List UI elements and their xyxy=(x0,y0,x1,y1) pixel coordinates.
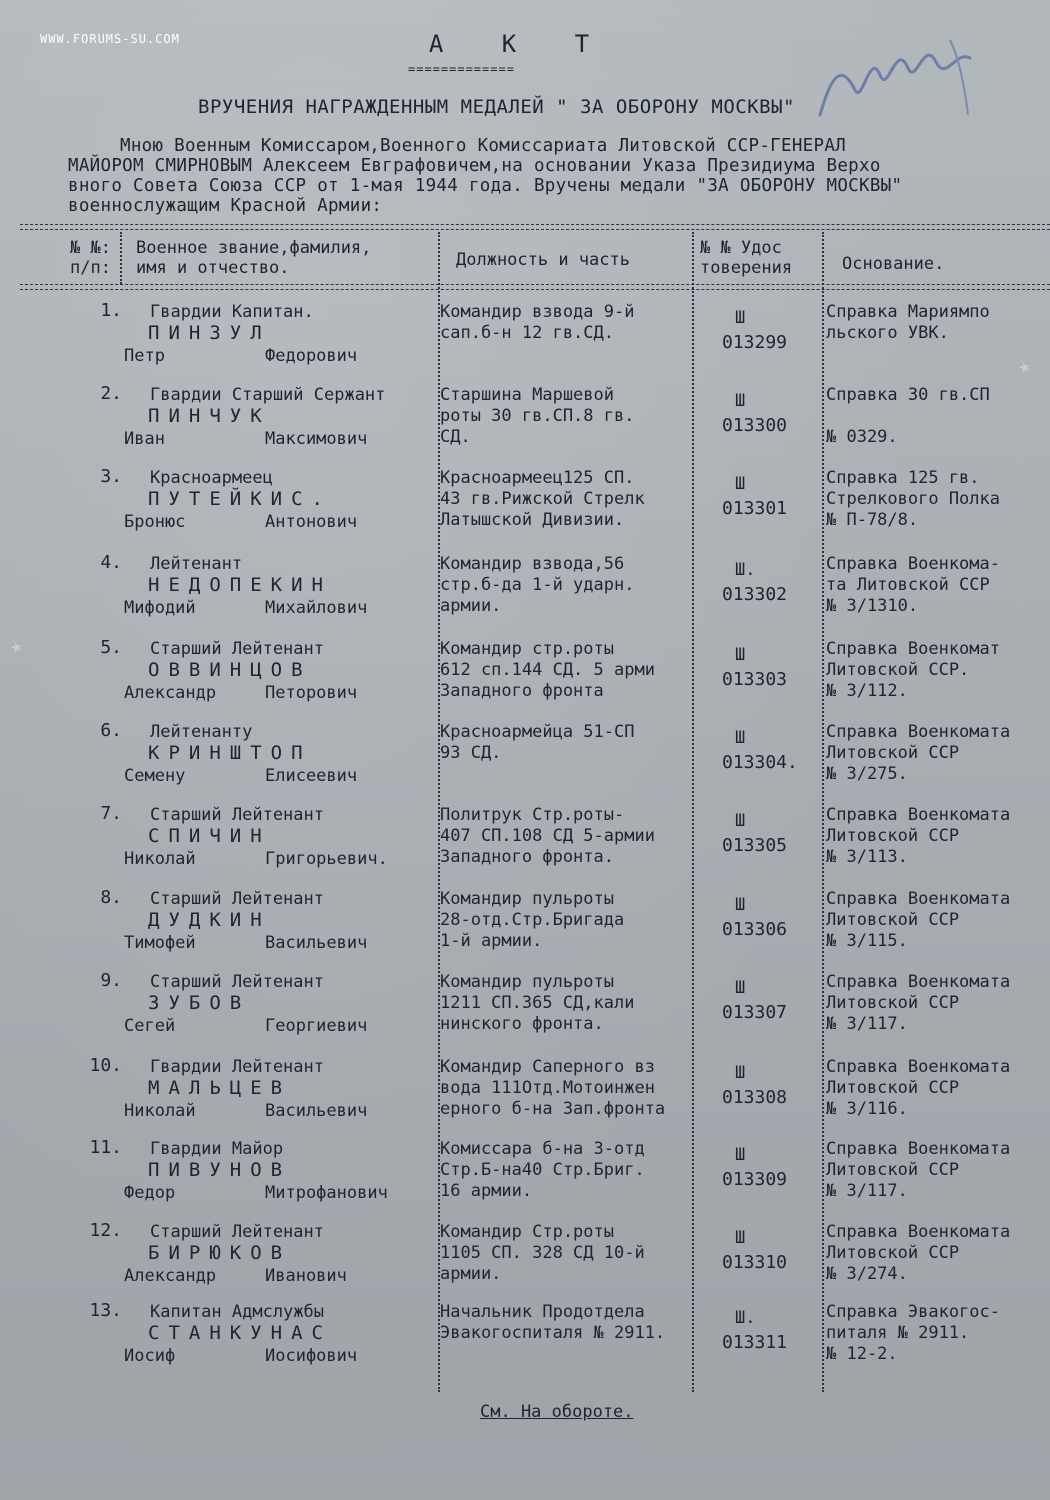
first-name: Семену xyxy=(124,766,186,786)
patronymic: Васильевич xyxy=(265,933,368,953)
certificate-series: Ш xyxy=(735,811,746,831)
surname: ОВВИНЦОВ xyxy=(148,659,312,681)
surname: ПИНЧУК xyxy=(148,405,271,427)
intro-line: МАЙОРОМ СМИРНОВЫМ Алексеем Евграфовичем,на основании Указа Президиума Верхо xyxy=(68,156,881,176)
position-line: 1-й армии. xyxy=(440,931,543,951)
position-line: Латышской Дивизии. xyxy=(440,510,625,530)
row-number: 5. xyxy=(100,637,122,658)
position-line: Командир стр.роты xyxy=(440,639,614,659)
position-line: стр.б-да 1-й ударн. xyxy=(440,575,635,595)
patronymic: Митрофанович xyxy=(265,1183,388,1203)
basis-line: Справка Мариямпо xyxy=(826,302,990,322)
basis-line: № 3/115. xyxy=(826,931,908,951)
basis-line: Справка Военкомата xyxy=(826,1139,1011,1159)
position-line: 28-отд.Стр.Бригада xyxy=(440,910,625,930)
military-rank: Старший Лейтенант xyxy=(150,805,324,825)
basis-line: Справка Военкомата xyxy=(826,889,1011,909)
surname: МАЛЬЦЕВ xyxy=(148,1077,292,1099)
certificate-number: 013306 xyxy=(722,919,788,940)
surname: ПИНЗУЛ xyxy=(148,322,271,344)
intro-line: Мною Военным Комиссаром,Военного Комиссариата Литовской ССР-ГЕНЕРАЛ xyxy=(120,136,847,156)
row-number: 6. xyxy=(100,720,122,741)
basis-line: № 3/113. xyxy=(826,847,908,867)
position-line: 612 сп.144 СД. 5 арми xyxy=(440,660,655,680)
position-line: роты 30 гв.СП.8 гв. xyxy=(440,406,635,426)
basis-line: Справка 30 гв.СП xyxy=(826,385,990,405)
first-name: Николай xyxy=(124,849,196,869)
certificate-number: 013304. xyxy=(722,752,798,773)
basis-line: № 0329. xyxy=(826,427,898,447)
surname: СПИЧИН xyxy=(148,825,271,847)
row-number: 3. xyxy=(100,466,122,487)
surname: ЗУБОВ xyxy=(148,992,251,1014)
surname: СТАНКУНАС xyxy=(148,1322,332,1344)
basis-line: № 3/116. xyxy=(826,1099,908,1119)
certificate-number: 013305 xyxy=(722,835,788,856)
intro-line: военнослужащим Красной Армии: xyxy=(68,196,383,216)
basis-line: № П-78/8. xyxy=(826,510,919,530)
archive-stamp-mark: ★ xyxy=(1014,358,1035,378)
first-name: Петр xyxy=(124,346,165,366)
certificate-series: Ш xyxy=(735,978,746,998)
position-line: Начальник Продотдела xyxy=(440,1302,645,1322)
row-number: 10. xyxy=(89,1055,122,1076)
first-name: Бронюс xyxy=(124,512,186,532)
position-line: сап.б-н 12 гв.СД. xyxy=(440,323,614,343)
column-divider xyxy=(692,232,694,1392)
basis-line: Справка Военкомата xyxy=(826,1222,1011,1242)
certificate-number: 013307 xyxy=(722,1002,788,1023)
patronymic: Петорович xyxy=(265,683,358,703)
first-name: Мифодий xyxy=(124,598,196,618)
basis-line: № 3/274. xyxy=(826,1264,908,1284)
basis-line: Литовской ССР xyxy=(826,993,960,1013)
position-line: Красноармейца 51-СП xyxy=(440,722,635,742)
patronymic: Иванович xyxy=(265,1266,347,1286)
header-position: Должность и часть xyxy=(456,250,630,270)
position-line: вода 111Отд.Мотоинжен xyxy=(440,1078,655,1098)
position-line: ерного б-на Зап.фронта xyxy=(440,1099,666,1119)
certificate-number: 013310 xyxy=(722,1252,788,1273)
certificate-number: 013303 xyxy=(722,669,788,690)
row-number: 2. xyxy=(100,383,122,404)
surname: БИРЮКОВ xyxy=(148,1242,292,1264)
first-name: Александр xyxy=(124,1266,217,1286)
document-subtitle: ВРУЧЕНИЯ НАГРАЖДЕННЫМ МЕДАЛЕЙ " ЗА ОБОРОНУ МОСКВЫ" xyxy=(198,96,795,118)
position-line: Политрук Стр.роты- xyxy=(440,805,625,825)
surname: ПУТЕЙКИС. xyxy=(148,488,332,510)
basis-line: Справка Военкомата xyxy=(826,722,1011,742)
first-name: Николай xyxy=(124,1101,196,1121)
surname: НЕДОПЕКИН xyxy=(148,574,332,596)
certificate-series: Ш xyxy=(735,728,746,748)
position-line: Красноармеец125 СП. xyxy=(440,468,635,488)
site-watermark: WWW.FORUMS-SU.COM xyxy=(40,32,180,46)
certificate-number: 013300 xyxy=(722,415,788,436)
first-name: Иосиф xyxy=(124,1346,176,1366)
table-top-rule xyxy=(20,229,1050,230)
certificate-number: 013309 xyxy=(722,1169,788,1190)
position-line: Командир взвода 9-й xyxy=(440,302,635,322)
military-rank: Старший Лейтенант xyxy=(150,889,324,909)
archive-stamp-mark: ★ xyxy=(6,638,27,658)
footer-note: См. На обороте. xyxy=(480,1402,634,1422)
basis-line: Справка Военкомата xyxy=(826,1057,1011,1077)
first-name: Федор xyxy=(124,1183,176,1203)
military-rank: Старший Лейтенант xyxy=(150,972,324,992)
certificate-number: 013311 xyxy=(722,1332,788,1353)
position-line: Старшина Маршевой xyxy=(440,385,614,405)
patronymic: Михайлович xyxy=(265,598,368,618)
position-line: 407 СП.108 СД 5-армии xyxy=(440,826,655,846)
patronymic: Максимович xyxy=(265,429,368,449)
basis-line: Литовской ССР xyxy=(826,1160,960,1180)
row-number: 1. xyxy=(100,300,122,321)
header-num: № №: п/п: xyxy=(70,238,111,278)
basis-line: Справка Военкомат xyxy=(826,639,1000,659)
row-number: 12. xyxy=(89,1220,122,1241)
basis-line: № 3/117. xyxy=(826,1014,908,1034)
certificate-series: Ш xyxy=(735,308,746,328)
basis-line: № 3/112. xyxy=(826,681,908,701)
certificate-series: Ш xyxy=(735,1145,746,1165)
row-number: 8. xyxy=(100,887,122,908)
row-number: 11. xyxy=(89,1137,122,1158)
position-line: Стр.Б-на40 Стр.Бриг. xyxy=(440,1160,645,1180)
patronymic: Иосифович xyxy=(265,1346,358,1366)
certificate-series: Ш. xyxy=(735,560,756,580)
surname: ДУДКИН xyxy=(148,909,271,931)
basis-line: Справка Военкомата xyxy=(826,972,1011,992)
position-line: Западного фронта xyxy=(440,681,604,701)
row-number: 9. xyxy=(100,970,122,991)
certificate-number: 013308 xyxy=(722,1087,788,1108)
position-line: 43 гв.Рижской Стрелк xyxy=(440,489,645,509)
certificate-series: Ш xyxy=(735,895,746,915)
position-line: СД. xyxy=(440,427,471,447)
military-rank: Гвардии Старший Сержант xyxy=(150,385,386,405)
basis-line: Литовской ССР xyxy=(826,1243,960,1263)
military-rank: Гвардии Майор xyxy=(150,1139,284,1159)
certificate-series: Ш xyxy=(735,1063,746,1083)
basis-line: Справка Военкомата xyxy=(826,805,1011,825)
basis-line: Литовской ССР xyxy=(826,743,960,763)
certificate-series: Ш xyxy=(735,645,746,665)
surname: КРИНШТОП xyxy=(148,742,312,764)
position-line: Командир пульроты xyxy=(440,889,614,909)
row-number: 7. xyxy=(100,803,122,824)
first-name: Тимофей xyxy=(124,933,196,953)
basis-line: Литовской ССР xyxy=(826,826,960,846)
header-basis: Основание. xyxy=(842,254,945,274)
basis-line: льского УВК. xyxy=(826,323,949,343)
military-rank: Старший Лейтенант xyxy=(150,639,324,659)
position-line: армии. xyxy=(440,596,502,616)
position-line: армии. xyxy=(440,1264,502,1284)
military-rank: Красноармеец xyxy=(150,468,273,488)
certificate-series: Ш xyxy=(735,391,746,411)
column-divider xyxy=(120,232,122,284)
military-rank: Капитан Адмслужбы xyxy=(150,1302,324,1322)
position-line: Командир пульроты xyxy=(440,972,614,992)
header-name: Военное звание,фамилия, имя и отчество. xyxy=(136,238,372,278)
position-line: 93 СД. xyxy=(440,743,502,763)
basis-line: Справка 125 гв. xyxy=(826,468,980,488)
basis-line: питаля № 2911. xyxy=(826,1323,970,1343)
position-line: Командир Саперного вз xyxy=(440,1057,655,1077)
document-title: А К Т xyxy=(428,30,612,58)
military-rank: Старший Лейтенант xyxy=(150,1222,324,1242)
certificate-number: 013301 xyxy=(722,498,788,519)
basis-line: Литовской ССР. xyxy=(826,660,970,680)
basis-line: Справка Военкома- xyxy=(826,554,1000,574)
basis-line: Литовской ССР xyxy=(826,910,960,930)
first-name: Александр xyxy=(124,683,217,703)
military-rank: Лейтенант xyxy=(150,554,243,574)
first-name: Сегей xyxy=(124,1016,176,1036)
certificate-number: 013299 xyxy=(722,332,788,353)
position-line: Комиссара б-на 3-отд xyxy=(440,1139,645,1159)
basis-line: та Литовской ССР xyxy=(826,575,990,595)
military-rank: Лейтенанту xyxy=(150,722,253,742)
position-line: Эвакогоспиталя № 2911. xyxy=(440,1323,666,1343)
military-rank: Гвардии Лейтенант xyxy=(150,1057,324,1077)
table-top-rule xyxy=(20,224,1050,225)
certificate-series: Ш xyxy=(735,1228,746,1248)
header-certificate: № № Удос товерения xyxy=(700,238,793,278)
position-line: Командир Стр.роты xyxy=(440,1222,614,1242)
table-header-rule xyxy=(20,289,1050,290)
intro-line: вного Совета Союза ССР от 1-мая 1944 года. Вручены медали "ЗА ОБОРОНУ МОСКВЫ" xyxy=(68,176,903,196)
row-number: 4. xyxy=(100,552,122,573)
patronymic: Васильевич xyxy=(265,1101,368,1121)
position-line: 1105 СП. 328 СД 10-й xyxy=(440,1243,645,1263)
first-name: Иван xyxy=(124,429,165,449)
patronymic: Елисеевич xyxy=(265,766,358,786)
basis-line: № 3/117. xyxy=(826,1181,908,1201)
patronymic: Георгиевич xyxy=(265,1016,368,1036)
certificate-series: Ш xyxy=(735,474,746,494)
intro-paragraph xyxy=(68,136,1043,216)
column-divider xyxy=(822,232,824,1392)
basis-line: № 3/275. xyxy=(826,764,908,784)
surname: ПИВУНОВ xyxy=(148,1159,292,1181)
certificate-number: 013302 xyxy=(722,584,788,605)
patronymic: Григорьевич. xyxy=(265,849,388,869)
position-line: Западного фронта. xyxy=(440,847,614,867)
position-line: нинского фронта. xyxy=(440,1014,604,1034)
basis-line: № 3/1310. xyxy=(826,596,919,616)
position-line: 16 армии. xyxy=(440,1181,533,1201)
certificate-series: Ш. xyxy=(735,1308,756,1328)
table-header-rule xyxy=(20,284,1050,285)
position-line: 1211 СП.365 СД,кали xyxy=(440,993,635,1013)
military-rank: Гвардии Капитан. xyxy=(150,302,314,322)
patronymic: Федорович xyxy=(265,346,358,366)
title-underline: ============= xyxy=(408,62,515,76)
basis-line: Стрелкового Полка xyxy=(826,489,1000,509)
patronymic: Антонович xyxy=(265,512,358,532)
basis-line: Справка Эвакогос- xyxy=(826,1302,1000,1322)
position-line: Командир взвода,56 xyxy=(440,554,625,574)
basis-line: Литовской ССР xyxy=(826,1078,960,1098)
basis-line: № 12-2. xyxy=(826,1344,898,1364)
row-number: 13. xyxy=(89,1300,122,1321)
